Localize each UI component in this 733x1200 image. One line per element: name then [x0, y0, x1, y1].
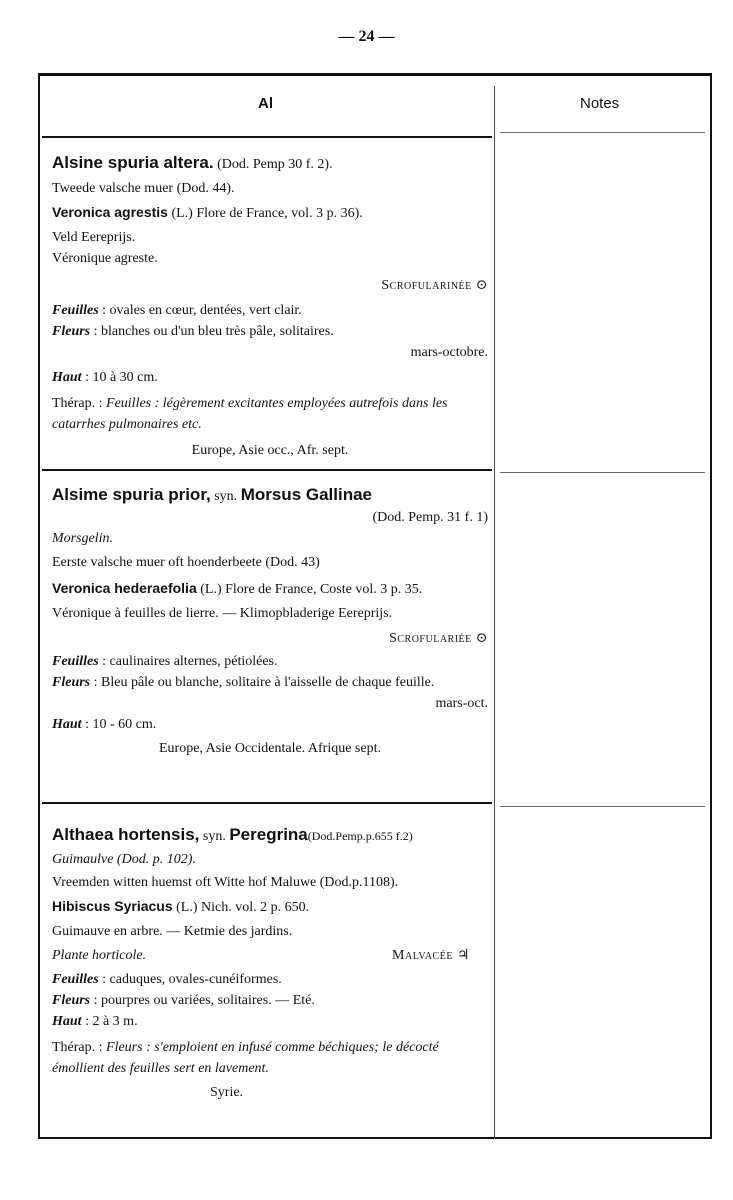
flowering-period: mars-octobre. [410, 345, 488, 360]
height-label: Haut [52, 1014, 82, 1029]
flowering-period: mars-oct. [435, 696, 488, 711]
leaves-text: : caulinaires alternes, pétiolées. [102, 654, 278, 669]
entry-ref: (Dod.Pemp.p.655 f.2) [307, 829, 413, 843]
entry-synonym-name: Hibiscus Syriacus [52, 898, 173, 914]
entry-synonym-ref: (L.) Flore de France, Coste vol. 3 p. 35. [200, 582, 423, 597]
entry-line: Guimauve en arbre. — Ketmie des jardins. [52, 924, 293, 939]
entry-syn-name: Morsus Gallinae [240, 485, 373, 504]
entry-synonym-name: Veronica hederaefolia [52, 580, 197, 596]
therap-text: Feuilles : légèrement excitantes employées autrefois dans les catarrhes pulmonaires etc. [52, 396, 448, 432]
leaves-text: : ovales en cœur, dentées, vert clair. [102, 303, 302, 318]
flowers-text: : pourpres ou variées, solitaires. — Eté. [93, 993, 315, 1008]
height-text: : 10 à 30 cm. [85, 370, 158, 385]
entry-region: Europe, Asie occ., Afr. sept. [191, 443, 349, 458]
height-label: Haut [52, 370, 82, 385]
flowers-text: : blanches ou d'un bleu très pâle, solitaires. [93, 324, 334, 339]
entry-synonym-ref: (L.) Flore de France, vol. 3 p. 36). [171, 206, 363, 221]
entry-synonym-ref: (L.) Nich. vol. 2 p. 650. [176, 900, 310, 915]
notes-rule [500, 806, 705, 807]
height-label: Haut [52, 717, 82, 732]
flowers-label: Fleurs [52, 993, 91, 1008]
entry-family: Malvacée ♃ [392, 948, 470, 963]
entry-note: Plante horticole. [52, 948, 147, 963]
column-divider [494, 86, 495, 1139]
entry-line: Véronique agreste. [52, 251, 158, 266]
entry-line: Eerste valsche muer oft hoenderbeete (Dod. 43) [52, 555, 320, 570]
entry-common-name: Guimaulve (Dod. p. 102). [52, 852, 196, 867]
entry-line: Tweede valsche muer (Dod. 44). [52, 181, 235, 196]
entry-ref: (Dod. Pemp 30 f. 2). [217, 157, 333, 172]
entry-althaea-hortensis [52, 824, 488, 1103]
entry-ref: (Dod. Pemp. 31 f. 1) [372, 510, 488, 525]
page-number: — 24 — [338, 28, 395, 45]
height-text: : 2 à 3 m. [85, 1014, 138, 1029]
notes-rule [500, 472, 705, 473]
leaves-label: Feuilles [52, 303, 99, 318]
column-header-al: Al [258, 95, 273, 112]
entry-region: Syrie. [210, 1085, 244, 1100]
column-header-notes: Notes [580, 95, 620, 112]
height-text: : 10 - 60 cm. [85, 717, 157, 732]
entry-alsime-prior [52, 484, 488, 759]
therap-text: Fleurs : s'emploient en infusé comme béchiques; le décocté émollient des feuilles sert en lavement. [52, 1040, 439, 1076]
entry-common-name: Morsgelin. [52, 531, 114, 546]
therap-label: Thérap. : [52, 1040, 103, 1055]
entry-line: Véronique à feuilles de lierre. — Klimopbladerige Eereprijs. [52, 606, 393, 621]
entry-alsine-altera [52, 152, 488, 461]
entry-syn: syn. [214, 489, 238, 504]
flowers-label: Fleurs [52, 675, 91, 690]
leaves-text: : caduques, ovales-cunéiformes. [102, 972, 282, 987]
therap-label: Thérap. : [52, 396, 103, 411]
entry-rule [42, 802, 492, 804]
flowers-text: : Bleu pâle ou blanche, solitaire à l'aisselle de chaque feuille. [93, 675, 435, 690]
notes-rule [500, 132, 705, 133]
leaves-label: Feuilles [52, 972, 99, 987]
entry-synonym-name: Veronica agrestis [52, 204, 168, 220]
entry-syn: syn. [202, 829, 226, 844]
header-rule [42, 136, 492, 138]
entry-line: Vreemden witten huemst oft Witte hof Maluwe (Dod.p.1108). [52, 875, 399, 890]
entry-syn-name: Peregrina [229, 825, 308, 844]
entry-line: Veld Eereprijs. [52, 230, 136, 245]
entry-title: Alsime spuria prior, [52, 485, 211, 504]
entry-family: Scrofulariée ⊙ [389, 631, 488, 646]
entry-title: Althaea hortensis, [52, 825, 200, 844]
entry-family: Scrofularinée ⊙ [381, 278, 488, 293]
entry-rule [42, 469, 492, 471]
flowers-label: Fleurs [52, 324, 91, 339]
leaves-label: Feuilles [52, 654, 99, 669]
entry-title: Alsine spuria altera. [52, 153, 214, 172]
entry-region: Europe, Asie Occidentale. Afrique sept. [159, 741, 381, 756]
